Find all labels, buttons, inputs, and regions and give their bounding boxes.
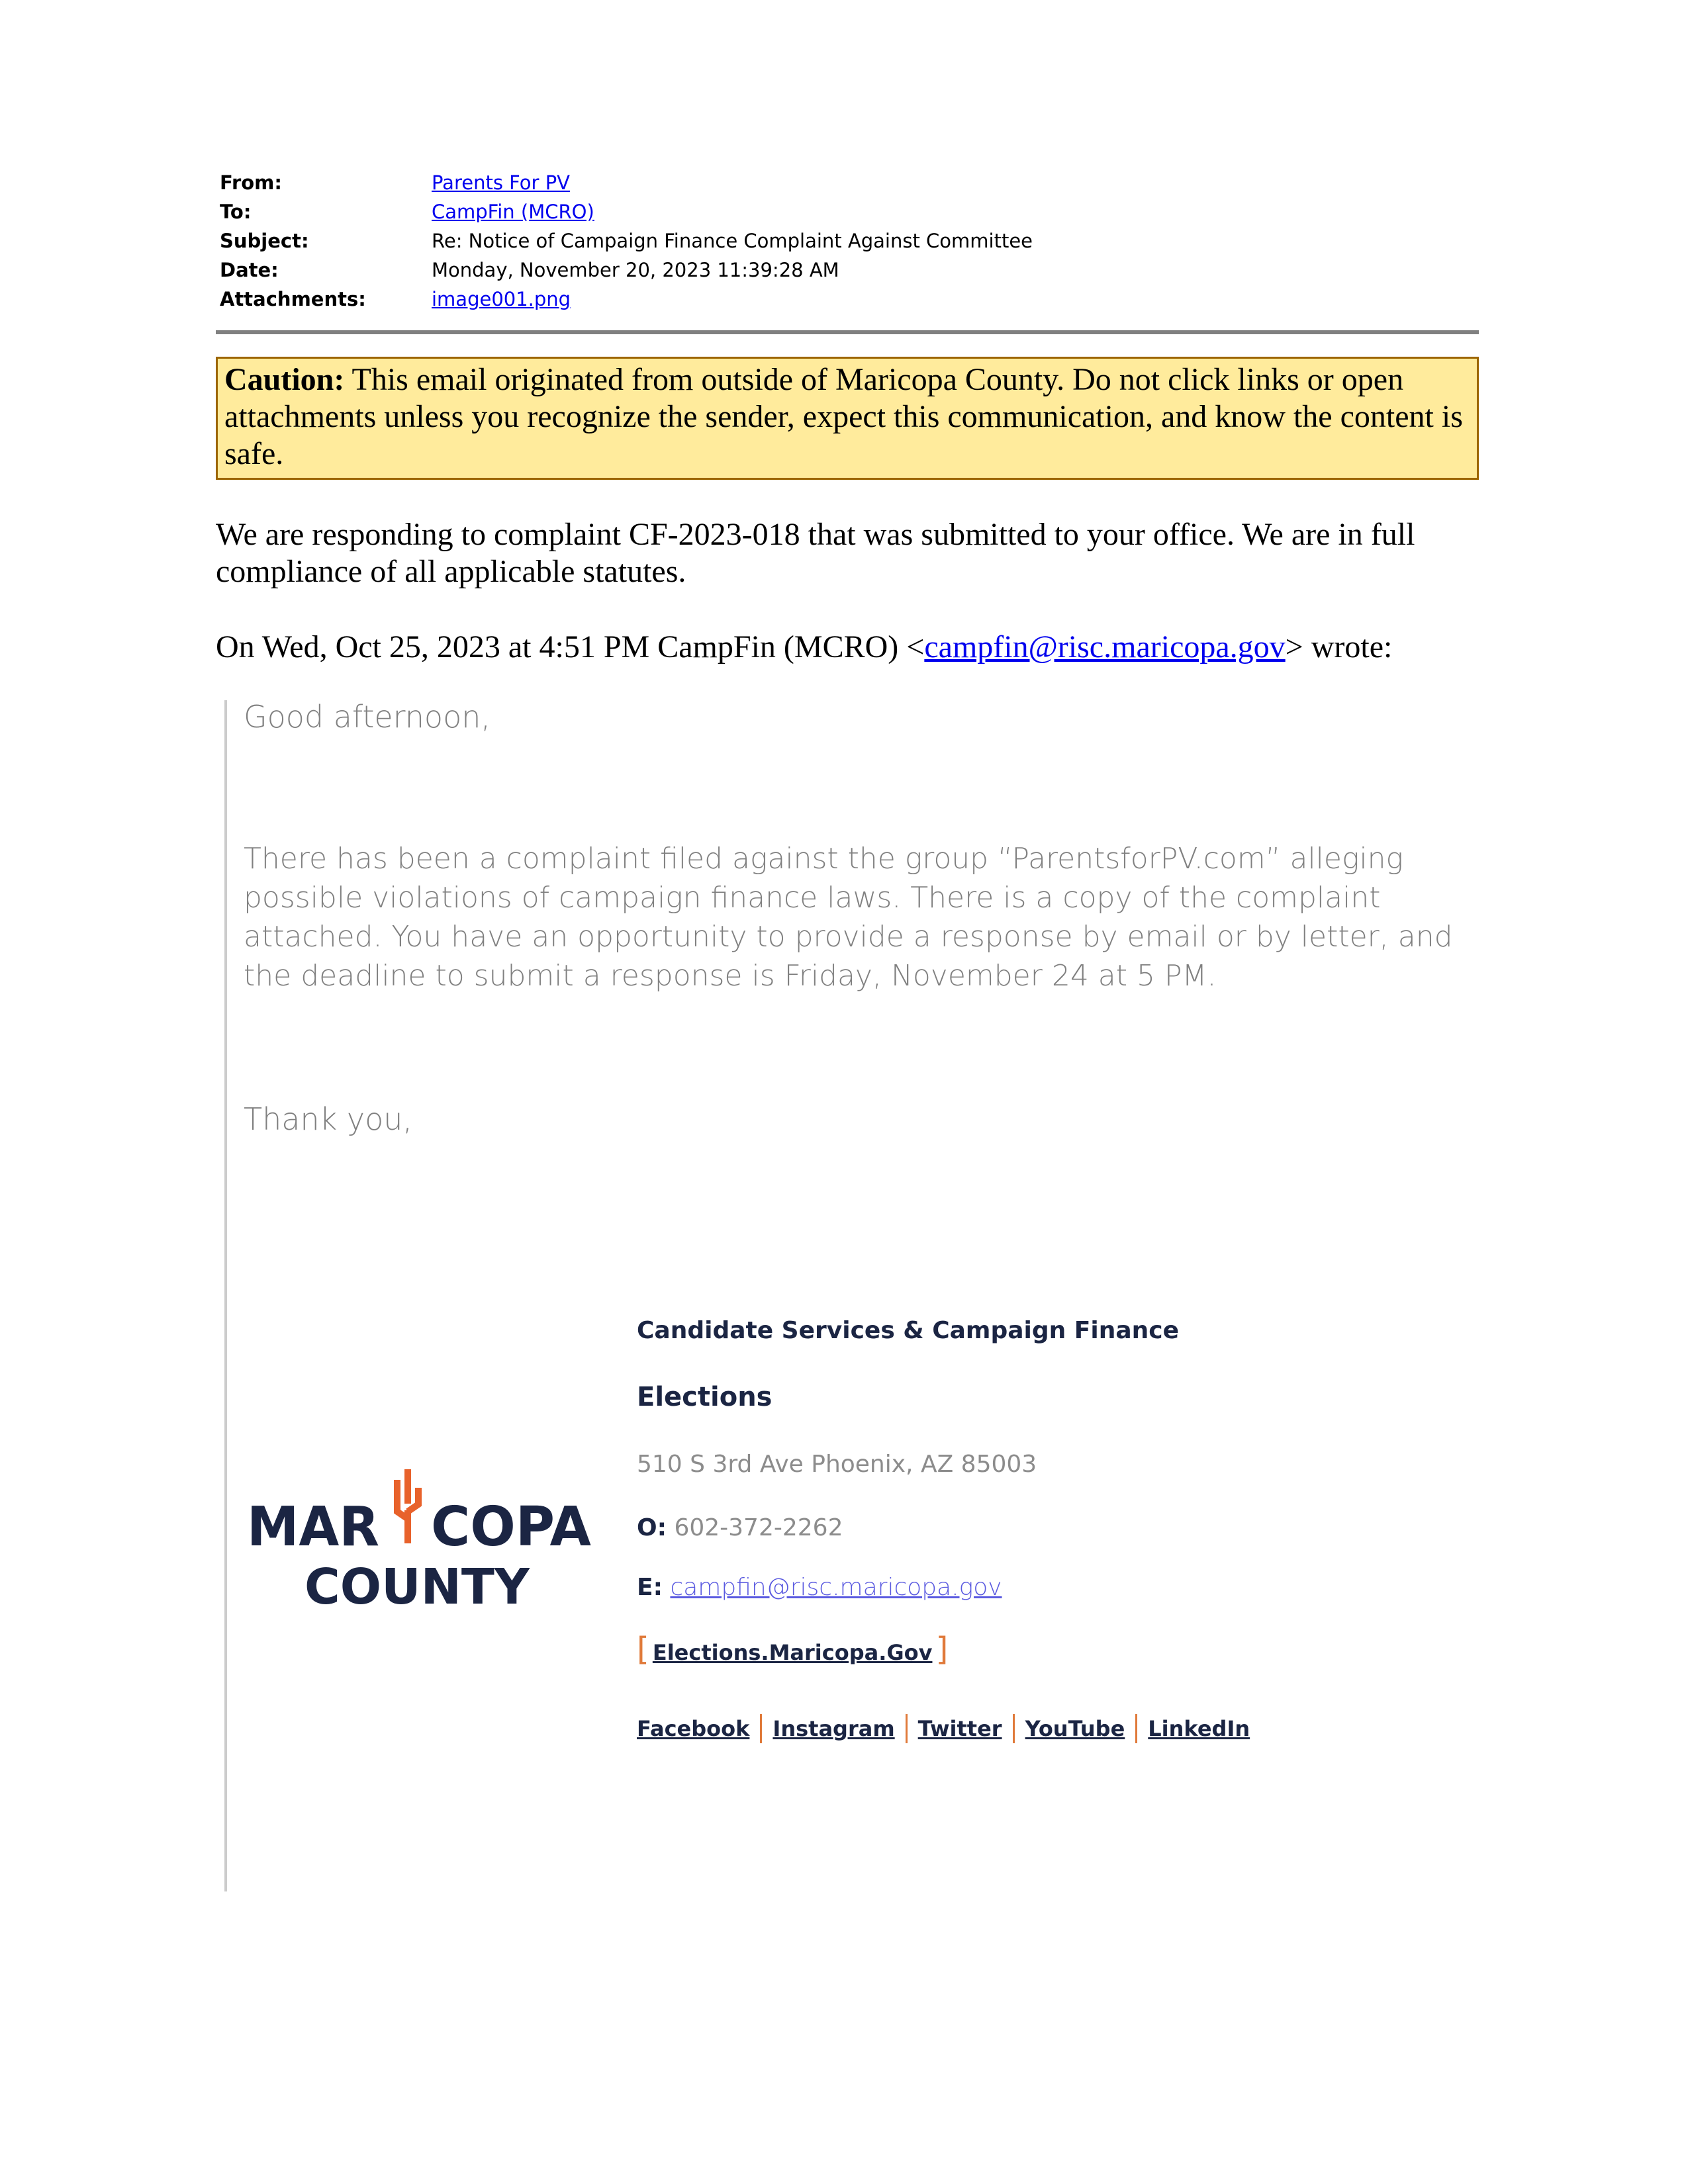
quoted-paragraph: There has been a complaint filed against the group “ParentsforPV.com” alleging possible violations of campaign finance laws. There is a copy of the complaint attached. You have an opportunity to provide a response by email or by letter, and the deadline to submit a response is Friday, November 24 at 5 PM.	[244, 842, 1453, 993]
date-label: Date:	[220, 259, 279, 281]
separator	[1135, 1714, 1137, 1743]
bracket-right-icon: ]	[935, 1631, 949, 1668]
svg-text:COPA: COPA	[431, 1496, 592, 1559]
date-value: Monday, November 20, 2023 11:39:28 AM	[432, 259, 839, 281]
facebook-link[interactable]: Facebook	[637, 1716, 750, 1741]
date-row	[220, 255, 1477, 285]
quote-bar	[224, 700, 227, 1891]
maricopa-county-logo	[244, 1443, 594, 1621]
quote-intro-prefix: On Wed, Oct 25, 2023 at 4:51 PM CampFin (MCRO) <	[216, 629, 925, 664]
attachment-link[interactable]: image001.png	[432, 288, 571, 310]
quote-intro-email-link[interactable]: campfin@risc.maricopa.gov	[924, 629, 1286, 664]
subject-value: Re: Notice of Campaign Finance Complaint Against Committee	[432, 230, 1033, 252]
signature-address: 510 S 3rd Ave Phoenix, AZ 85003	[637, 1451, 1037, 1478]
from-link[interactable]: Parents For PV	[432, 171, 571, 194]
quoted-closing: Thank you,	[244, 1101, 412, 1137]
header-divider	[216, 330, 1479, 334]
bracket-left-icon: [	[637, 1631, 649, 1668]
quoted-greeting: Good afternoon,	[244, 699, 491, 735]
instagram-link[interactable]: Instagram	[773, 1716, 895, 1741]
to-row	[220, 197, 1477, 226]
linkedin-link[interactable]: LinkedIn	[1148, 1716, 1250, 1741]
attachments-row	[220, 285, 1477, 314]
signature-email-line	[637, 1574, 1002, 1601]
social-links	[637, 1714, 1250, 1743]
attachments-label: Attachments:	[220, 288, 366, 310]
email-label: E:	[637, 1574, 663, 1601]
signature-phone-line	[637, 1514, 843, 1541]
youtube-link[interactable]: YouTube	[1025, 1716, 1125, 1741]
subject-label: Subject:	[220, 230, 309, 252]
from-row	[220, 168, 1477, 197]
quote-intro-suffix: > wrote:	[1285, 629, 1393, 664]
svg-text:MAR: MAR	[247, 1496, 379, 1559]
office-phone: 602-372-2262	[674, 1514, 843, 1541]
reply-paragraph: We are responding to complaint CF-2023-018 that was submitted to your office. We are in full compliance of all applicable statutes.	[216, 517, 1415, 589]
caution-text: This email originated from outside of Maricopa County. Do not click links or open attachments unless you recognize the sender, expect this communication, and know the content is safe.	[224, 362, 1463, 471]
separator	[1013, 1714, 1015, 1743]
signature-department: Candidate Services & Campaign Finance	[637, 1317, 1180, 1344]
twitter-link[interactable]: Twitter	[917, 1716, 1002, 1741]
website-link[interactable]: Elections.Maricopa.Gov	[652, 1640, 933, 1665]
svg-text:COUNTY: COUNTY	[305, 1559, 531, 1615]
office-label: O:	[637, 1514, 667, 1541]
to-label: To:	[220, 201, 252, 223]
separator	[906, 1714, 908, 1743]
quote-intro	[216, 629, 1474, 666]
from-label: From:	[220, 171, 282, 194]
separator	[760, 1714, 762, 1743]
signature-division: Elections	[637, 1382, 773, 1412]
caution-label: Caution:	[224, 362, 345, 397]
subject-row	[220, 226, 1477, 255]
signature-email-link[interactable]: campfin@risc.maricopa.gov	[670, 1574, 1002, 1601]
caution-banner	[216, 357, 1479, 480]
to-link[interactable]: CampFin (MCRO)	[432, 201, 594, 223]
email-header	[220, 168, 1477, 314]
signature-website-line	[637, 1631, 948, 1668]
